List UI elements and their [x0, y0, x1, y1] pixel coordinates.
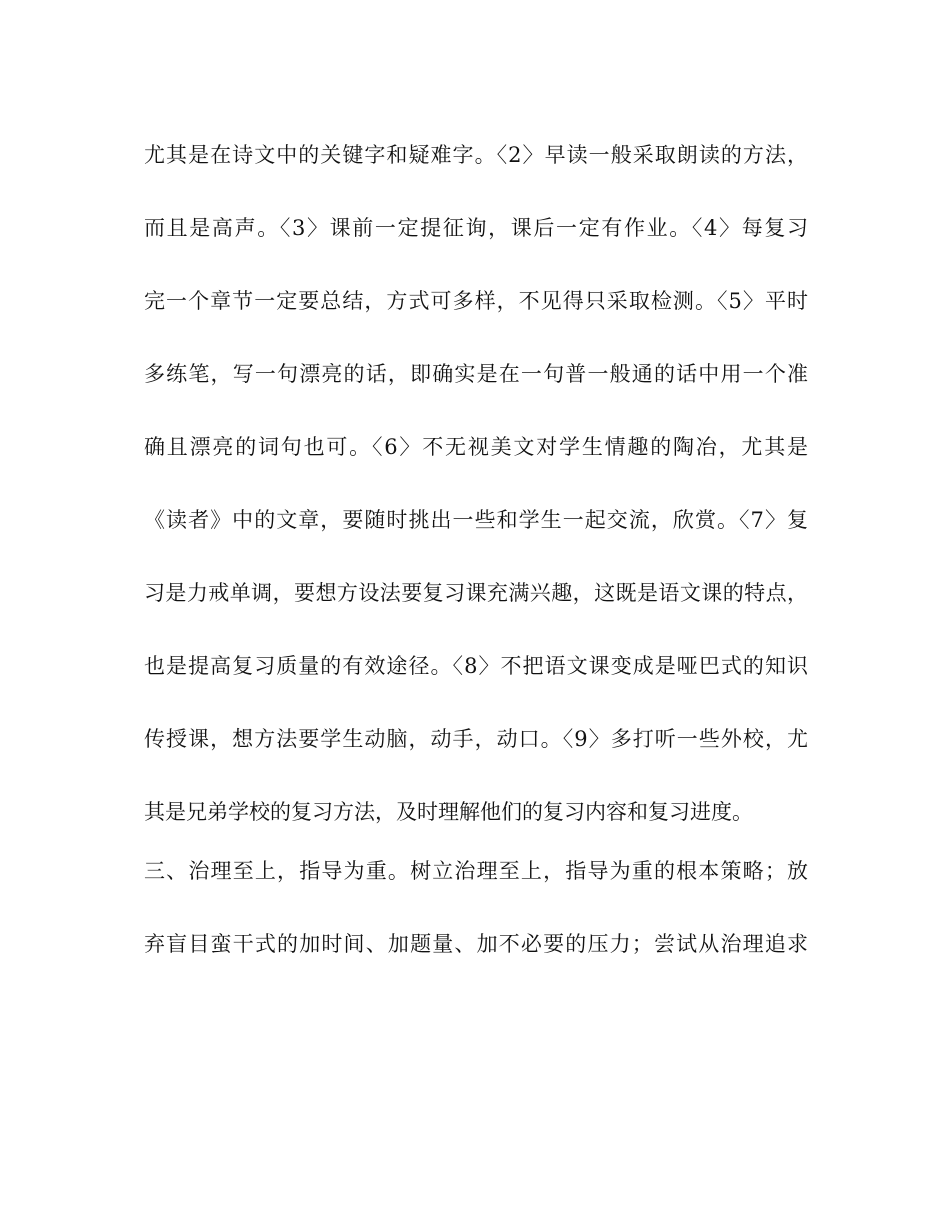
- text-line-7: 习是力戒单调，要想方设法要复习课充满兴趣，这既是语文课的特点，: [144, 581, 808, 605]
- text-line-9: 传授课，想方法要学生动脑，动手，动口。〈9〉多打听一些外校，尤: [144, 727, 808, 751]
- text-line-11: 三、治理至上，指导为重。树立治理至上，指导为重的根本策略；放: [144, 859, 808, 883]
- text-line-1: 尤其是在诗文中的关键字和疑难字。〈2〉早读一般采取朗读的方法，: [144, 143, 808, 167]
- text-line-12: 弃盲目蛮干式的加时间、加题量、加不必要的压力；尝试从治理追求: [144, 932, 808, 956]
- text-line-6: 《读者》中的文章，要随时挑出一些和学生一起交流，欣赏。〈7〉复: [144, 508, 808, 532]
- text-line-10: 其是兄弟学校的复习方法，及时理解他们的复习内容和复习进度。: [144, 800, 753, 824]
- text-line-8: 也是提高复习质量的有效途径。〈8〉不把语文课变成是哑巴式的知识: [144, 654, 808, 678]
- text-line-5: 确且漂亮的词句也可。〈6〉不无视美文对学生情趣的陶冶，尤其是: [144, 435, 808, 459]
- text-line-3: 完一个章节一定要总结，方式可多样，不见得只采取检测。〈5〉平时: [144, 289, 808, 313]
- text-line-4: 多练笔，写一句漂亮的话，即确实是在一句普一般通的话中用一个准: [144, 362, 808, 386]
- text-line-2: 而且是高声。〈3〉课前一定提征询，课后一定有作业。〈4〉每复习: [144, 216, 808, 240]
